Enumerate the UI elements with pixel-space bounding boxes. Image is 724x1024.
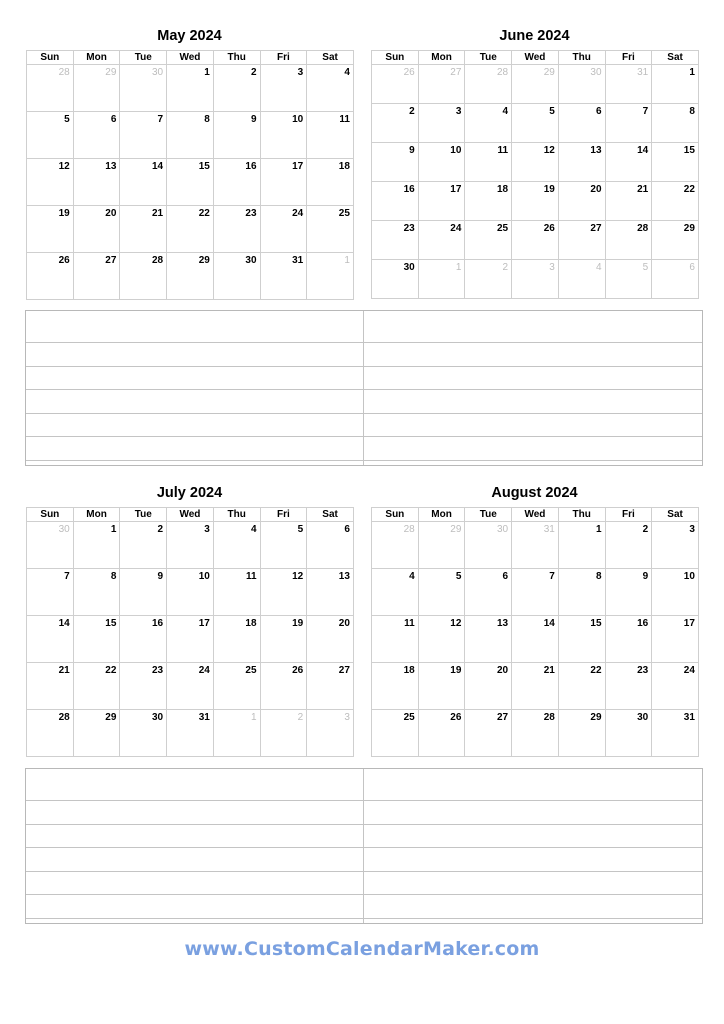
day-cell: 28 — [512, 710, 559, 757]
day-cell: 29 — [652, 221, 699, 260]
day-cell-adjacent-month: 4 — [558, 260, 605, 299]
weekday-header: Sun — [372, 51, 419, 65]
week-row — [372, 569, 699, 616]
day-cell: 9 — [372, 143, 419, 182]
day-cell: 25 — [372, 710, 419, 757]
day-cell: 29 — [558, 710, 605, 757]
day-cell: 6 — [307, 522, 354, 569]
day-cell: 20 — [307, 616, 354, 663]
month-grid — [26, 50, 354, 300]
week-row — [27, 616, 354, 663]
day-cell: 7 — [512, 569, 559, 616]
week-row — [372, 182, 699, 221]
month-grid — [371, 50, 699, 299]
weekday-header: Sun — [372, 508, 419, 522]
weekday-header: Fri — [260, 508, 307, 522]
weekday-header: Wed — [167, 508, 214, 522]
day-cell: 27 — [558, 221, 605, 260]
weekday-header: Thu — [558, 51, 605, 65]
month-title: May 2024 — [157, 28, 222, 44]
week-row — [27, 663, 354, 710]
note-line — [26, 800, 702, 801]
day-cell: 21 — [605, 182, 652, 221]
day-cell-adjacent-month: 6 — [652, 260, 699, 299]
weekday-header: Fri — [260, 51, 307, 65]
day-cell: 3 — [652, 522, 699, 569]
day-cell: 26 — [27, 253, 74, 300]
notes-divider — [363, 769, 364, 923]
note-line — [26, 894, 702, 895]
note-line — [26, 413, 702, 414]
day-cell: 25 — [213, 663, 260, 710]
day-cell: 15 — [558, 616, 605, 663]
note-line — [26, 436, 702, 437]
weekday-header: Wed — [512, 51, 559, 65]
website-footer[interactable]: www.CustomCalendarMaker.com — [184, 938, 540, 960]
day-cell: 5 — [27, 112, 74, 159]
weekday-header: Wed — [512, 508, 559, 522]
note-line — [26, 389, 702, 390]
day-cell: 7 — [27, 569, 74, 616]
day-cell-adjacent-month: 1 — [418, 260, 465, 299]
weekday-header: Fri — [605, 51, 652, 65]
note-line — [26, 366, 702, 367]
day-cell: 27 — [465, 710, 512, 757]
week-row — [372, 260, 699, 299]
day-cell: 30 — [120, 710, 167, 757]
day-cell: 13 — [307, 569, 354, 616]
day-cell: 2 — [213, 65, 260, 112]
weekday-header: Tue — [465, 51, 512, 65]
day-cell: 2 — [605, 522, 652, 569]
day-cell: 9 — [605, 569, 652, 616]
day-cell: 15 — [73, 616, 120, 663]
week-row — [372, 143, 699, 182]
week-row — [372, 221, 699, 260]
day-cell-adjacent-month: 30 — [465, 522, 512, 569]
day-cell: 19 — [260, 616, 307, 663]
day-cell: 6 — [73, 112, 120, 159]
day-cell: 23 — [605, 663, 652, 710]
day-cell-adjacent-month: 3 — [512, 260, 559, 299]
day-cell: 26 — [260, 663, 307, 710]
weekday-header: Sun — [27, 51, 74, 65]
day-cell: 19 — [418, 663, 465, 710]
day-cell-adjacent-month: 5 — [605, 260, 652, 299]
day-cell: 19 — [512, 182, 559, 221]
day-cell: 29 — [167, 253, 214, 300]
day-cell: 15 — [167, 159, 214, 206]
day-cell: 1 — [558, 522, 605, 569]
day-cell-adjacent-month: 29 — [73, 65, 120, 112]
week-row — [27, 159, 354, 206]
day-cell: 14 — [512, 616, 559, 663]
day-cell: 30 — [372, 260, 419, 299]
day-cell: 23 — [120, 663, 167, 710]
day-cell-adjacent-month: 28 — [27, 65, 74, 112]
weekday-header: Sat — [307, 508, 354, 522]
notes-area — [25, 310, 703, 466]
week-row — [372, 710, 699, 757]
day-cell: 20 — [558, 182, 605, 221]
day-cell: 8 — [167, 112, 214, 159]
day-cell: 7 — [605, 104, 652, 143]
day-cell: 4 — [213, 522, 260, 569]
day-cell: 23 — [372, 221, 419, 260]
month-title: June 2024 — [499, 28, 570, 44]
weekday-header: Sun — [27, 508, 74, 522]
note-line — [26, 460, 702, 461]
day-cell: 14 — [120, 159, 167, 206]
day-cell: 15 — [652, 143, 699, 182]
weekday-header: Sat — [307, 51, 354, 65]
day-cell: 12 — [512, 143, 559, 182]
week-row — [372, 522, 699, 569]
day-cell: 27 — [73, 253, 120, 300]
day-cell: 5 — [512, 104, 559, 143]
day-cell: 2 — [372, 104, 419, 143]
day-cell: 9 — [213, 112, 260, 159]
weekday-header: Sat — [652, 508, 699, 522]
day-cell: 13 — [73, 159, 120, 206]
month-title: July 2024 — [156, 485, 223, 501]
day-cell: 22 — [73, 663, 120, 710]
day-cell: 3 — [418, 104, 465, 143]
day-cell: 10 — [167, 569, 214, 616]
day-cell: 10 — [418, 143, 465, 182]
day-cell-adjacent-month: 31 — [512, 522, 559, 569]
day-cell: 30 — [605, 710, 652, 757]
day-cell: 25 — [465, 221, 512, 260]
day-cell: 3 — [260, 65, 307, 112]
day-cell: 13 — [558, 143, 605, 182]
day-cell: 3 — [167, 522, 214, 569]
day-cell: 26 — [418, 710, 465, 757]
day-cell: 14 — [27, 616, 74, 663]
day-cell: 28 — [605, 221, 652, 260]
day-cell: 22 — [558, 663, 605, 710]
day-cell: 22 — [652, 182, 699, 221]
week-row — [372, 65, 699, 104]
day-cell: 1 — [652, 65, 699, 104]
day-cell-adjacent-month: 30 — [558, 65, 605, 104]
day-cell: 17 — [167, 616, 214, 663]
day-cell: 21 — [120, 206, 167, 253]
day-cell: 16 — [605, 616, 652, 663]
note-line — [26, 342, 702, 343]
note-line — [26, 871, 702, 872]
week-row — [372, 616, 699, 663]
month-grid — [371, 507, 699, 757]
week-row — [27, 522, 354, 569]
month-title: August 2024 — [491, 485, 578, 501]
day-cell: 31 — [652, 710, 699, 757]
day-cell-adjacent-month: 2 — [260, 710, 307, 757]
day-cell: 31 — [260, 253, 307, 300]
day-cell: 19 — [27, 206, 74, 253]
day-cell-adjacent-month: 30 — [120, 65, 167, 112]
week-row — [27, 112, 354, 159]
day-cell: 21 — [27, 663, 74, 710]
day-cell: 12 — [27, 159, 74, 206]
note-line — [26, 847, 702, 848]
weekday-header: Thu — [213, 51, 260, 65]
weekday-header: Mon — [73, 51, 120, 65]
weekday-header: Thu — [558, 508, 605, 522]
day-cell-adjacent-month: 28 — [372, 522, 419, 569]
day-cell: 10 — [652, 569, 699, 616]
day-cell: 8 — [558, 569, 605, 616]
weekday-header: Mon — [418, 508, 465, 522]
day-cell: 13 — [465, 616, 512, 663]
day-cell: 12 — [418, 616, 465, 663]
day-cell: 28 — [120, 253, 167, 300]
day-cell-adjacent-month: 27 — [418, 65, 465, 104]
day-cell: 1 — [73, 522, 120, 569]
day-cell: 27 — [307, 663, 354, 710]
day-cell: 18 — [307, 159, 354, 206]
day-cell: 20 — [465, 663, 512, 710]
notes-area — [25, 768, 703, 924]
day-cell: 16 — [213, 159, 260, 206]
note-line — [26, 824, 702, 825]
day-cell: 23 — [213, 206, 260, 253]
day-cell: 24 — [418, 221, 465, 260]
day-cell-adjacent-month: 30 — [27, 522, 74, 569]
day-cell: 22 — [167, 206, 214, 253]
day-cell: 31 — [167, 710, 214, 757]
day-cell: 28 — [27, 710, 74, 757]
day-cell: 29 — [73, 710, 120, 757]
day-cell: 26 — [512, 221, 559, 260]
weekday-header: Sat — [652, 51, 699, 65]
day-cell: 11 — [213, 569, 260, 616]
week-row — [27, 206, 354, 253]
day-cell: 24 — [167, 663, 214, 710]
day-cell: 11 — [307, 112, 354, 159]
day-cell: 14 — [605, 143, 652, 182]
day-cell-adjacent-month: 29 — [418, 522, 465, 569]
day-cell: 30 — [213, 253, 260, 300]
day-cell: 5 — [418, 569, 465, 616]
day-cell-adjacent-month: 29 — [512, 65, 559, 104]
notes-divider — [363, 311, 364, 465]
day-cell: 21 — [512, 663, 559, 710]
week-row — [372, 104, 699, 143]
note-line — [26, 918, 702, 919]
day-cell: 25 — [307, 206, 354, 253]
day-cell: 6 — [558, 104, 605, 143]
day-cell: 9 — [120, 569, 167, 616]
day-cell: 4 — [307, 65, 354, 112]
weekday-header: Mon — [73, 508, 120, 522]
day-cell: 8 — [73, 569, 120, 616]
day-cell: 24 — [652, 663, 699, 710]
day-cell-adjacent-month: 3 — [307, 710, 354, 757]
day-cell: 18 — [465, 182, 512, 221]
day-cell-adjacent-month: 28 — [465, 65, 512, 104]
day-cell: 17 — [652, 616, 699, 663]
day-cell-adjacent-month: 31 — [605, 65, 652, 104]
day-cell: 7 — [120, 112, 167, 159]
weekday-header: Tue — [465, 508, 512, 522]
day-cell: 11 — [465, 143, 512, 182]
day-cell-adjacent-month: 2 — [465, 260, 512, 299]
weekday-header: Wed — [167, 51, 214, 65]
day-cell: 6 — [465, 569, 512, 616]
day-cell: 4 — [372, 569, 419, 616]
day-cell: 11 — [372, 616, 419, 663]
week-row — [27, 710, 354, 757]
day-cell: 10 — [260, 112, 307, 159]
day-cell: 4 — [465, 104, 512, 143]
day-cell: 12 — [260, 569, 307, 616]
day-cell: 24 — [260, 206, 307, 253]
day-cell-adjacent-month: 26 — [372, 65, 419, 104]
day-cell: 20 — [73, 206, 120, 253]
day-cell: 17 — [418, 182, 465, 221]
day-cell: 16 — [120, 616, 167, 663]
day-cell: 8 — [652, 104, 699, 143]
weekday-header: Thu — [213, 508, 260, 522]
weekday-header: Tue — [120, 508, 167, 522]
week-row — [27, 253, 354, 300]
day-cell: 18 — [372, 663, 419, 710]
week-row — [27, 569, 354, 616]
month-grid — [26, 507, 354, 757]
day-cell: 2 — [120, 522, 167, 569]
day-cell: 1 — [167, 65, 214, 112]
day-cell: 16 — [372, 182, 419, 221]
day-cell-adjacent-month: 1 — [307, 253, 354, 300]
day-cell-adjacent-month: 1 — [213, 710, 260, 757]
weekday-header: Mon — [418, 51, 465, 65]
week-row — [27, 65, 354, 112]
weekday-header: Tue — [120, 51, 167, 65]
day-cell: 17 — [260, 159, 307, 206]
day-cell: 18 — [213, 616, 260, 663]
weekday-header: Fri — [605, 508, 652, 522]
day-cell: 5 — [260, 522, 307, 569]
week-row — [372, 663, 699, 710]
